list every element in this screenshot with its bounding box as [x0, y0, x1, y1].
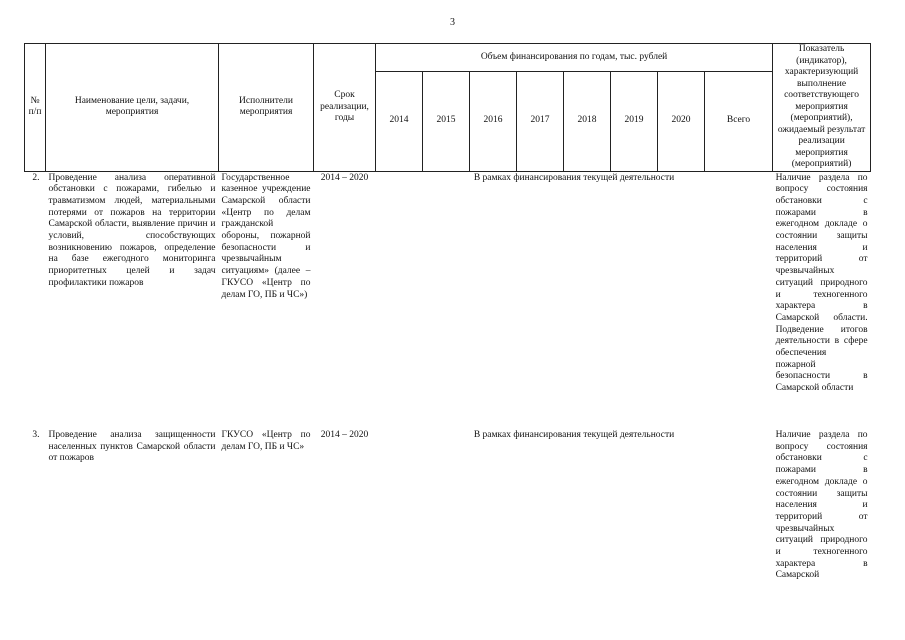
row-executors: Государственное казенное учреждение Самарской области «Центр по делам гражданской обороны, пожарной безопасности и чрезвычайным ситуациям» (далее – ГКУСО «Центр по делам ГО, ПБ и ЧС»)	[221, 172, 311, 300]
row-funding: В рамках финансирования текущей деятельности	[473, 430, 675, 440]
row-executors: ГКУСО «Центр по делам ГО, ПБ и ЧС»	[221, 430, 311, 452]
header-year: 2015	[423, 71, 470, 171]
program-table	[24, 43, 871, 583]
header-year: 2020	[658, 71, 705, 171]
header-term: Срок реализации, годы	[314, 44, 376, 172]
header-num: № п/п	[25, 44, 46, 172]
row-indicator: Наличие раздела по вопросу состояния обстановки с пожарами в ежегодном докладе о состоянии защиты населения и территорий от чрезвычайных ситуаций природного и техногенного характера в Самарской	[775, 430, 868, 581]
row-number: 3.	[32, 430, 40, 440]
row-number: 2.	[32, 172, 40, 183]
page-number: 3	[450, 17, 455, 28]
row-name: Проведение анализа защищенности населенных пунктов Самарской области от пожаров	[48, 430, 216, 464]
row-term: 2014 – 2020	[320, 430, 369, 440]
header-year: 2016	[470, 71, 517, 171]
header-total: Всего	[705, 71, 773, 171]
row-funding: В рамках финансирования текущей деятельности	[473, 172, 675, 183]
header-year: 2014	[376, 71, 423, 171]
header-year: 2017	[517, 71, 564, 171]
header-year: 2019	[611, 71, 658, 171]
row-indicator: Наличие раздела по вопросу состояния обстановки с пожарами в ежегодном докладе о состоянии защиты населения и территорий от чрезвычайных ситуаций природного и техногенного характера в Самарской области. Подведение итогов деятельности в сфере обеспечения пожарной безопасности в Самарской области	[775, 172, 868, 394]
header-name: Наименование цели, задачи, мероприятия	[46, 44, 219, 172]
header-indicator: Показатель (индикатор), характеризующий выполнение соответствующего мероприятия (мероприятий), ожидаемый результат реализации мероприятия (мероприятий)	[773, 44, 871, 172]
row-term: 2014 – 2020	[320, 172, 369, 183]
header-year: 2018	[564, 71, 611, 171]
table-row	[25, 171, 871, 429]
row-name: Проведение анализа оперативной обстановки с пожарами, гибелью и травматизмом людей, материальными потерями от пожаров на территории Самарской области, выявление причин и условий, способствующих возникновению пожаров, определение на базе ежегодного мониторинга приоритетных целей и задач профилактики пожаров	[48, 172, 216, 288]
header-executors: Исполнители мероприятия	[219, 44, 314, 172]
header-funding: Объем финансирования по годам, тыс. рублей	[376, 44, 773, 72]
table-row	[25, 429, 871, 583]
